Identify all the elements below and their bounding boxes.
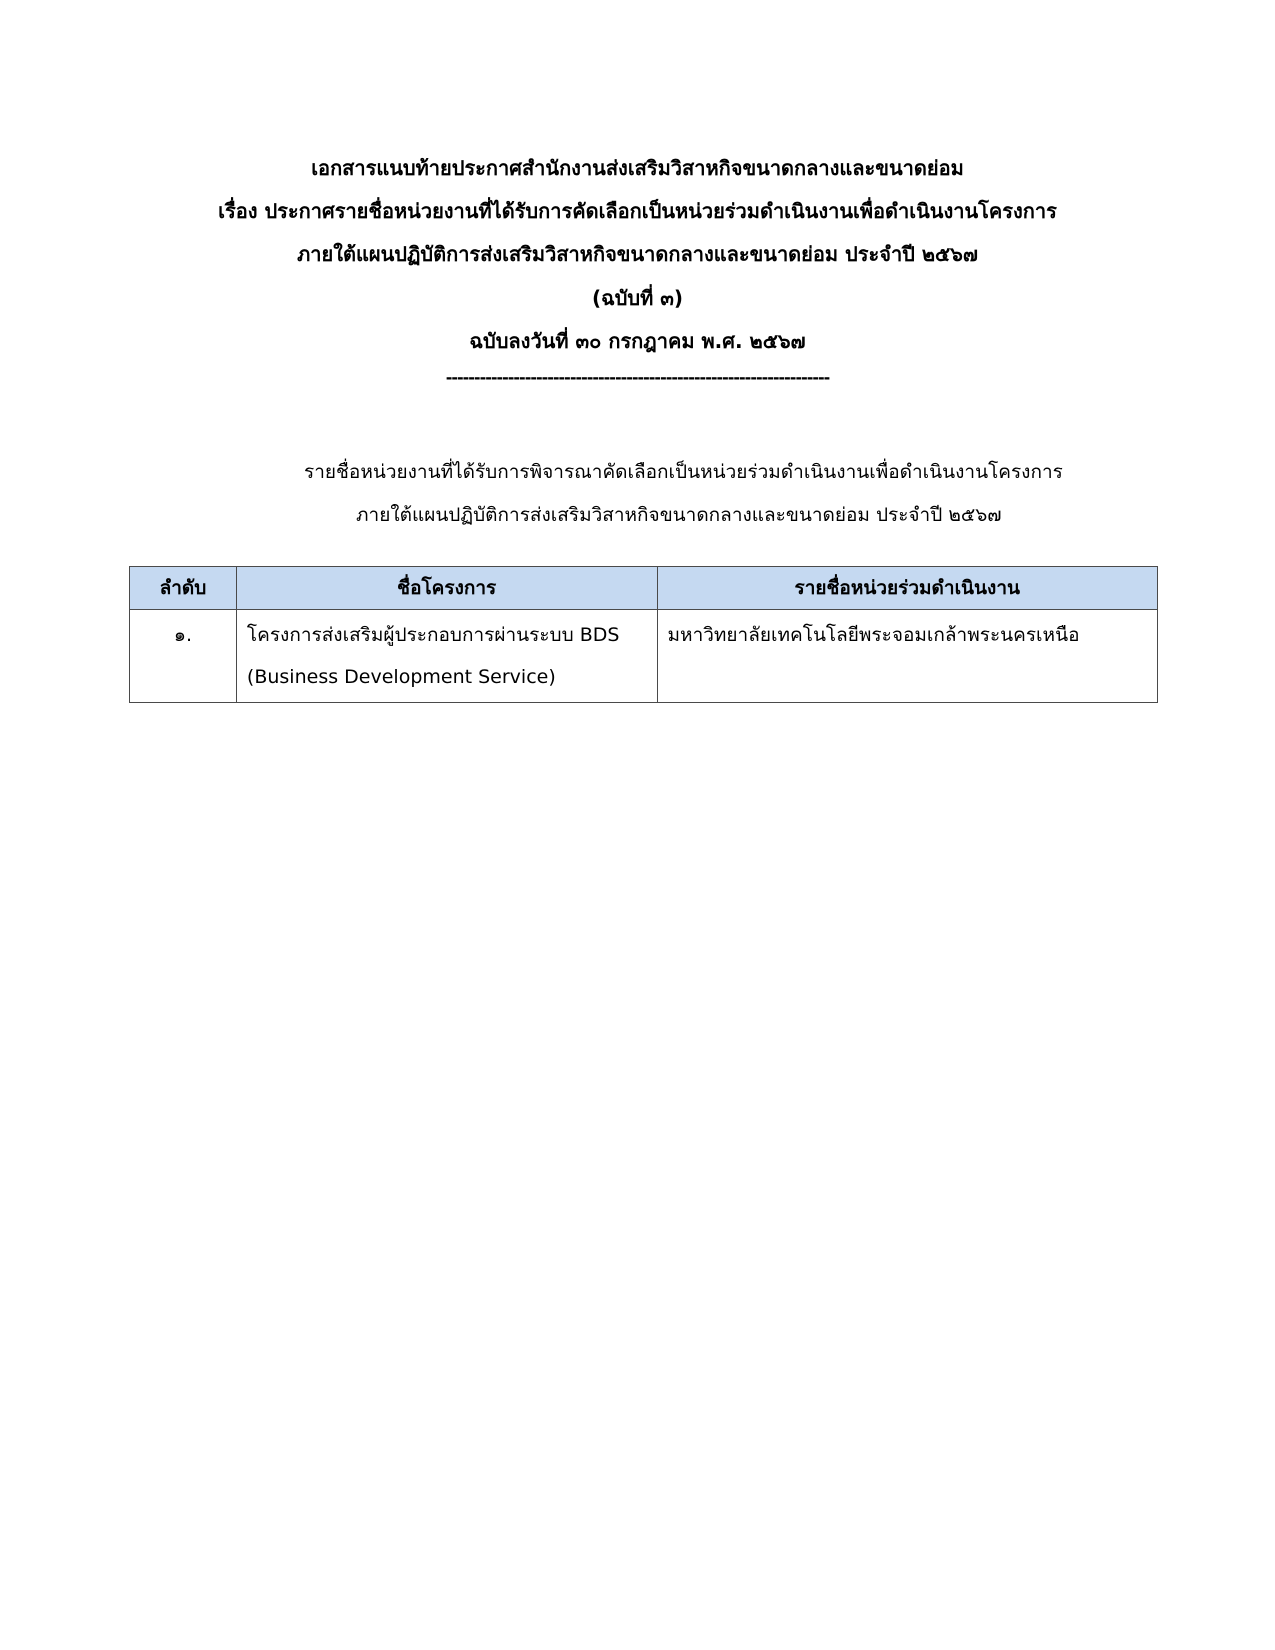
column-header-order: ลำดับ [130,567,237,610]
dashed-separator: -------------------------------------------------------------------- [445,368,830,387]
project-name-cell [236,610,657,703]
column-header-unit: รายชื่อหน่วยร่วมดำเนินงาน [657,567,1157,610]
document-edition: (ฉบับที่ ๓) [591,286,684,310]
column-header-project: ชื่อโครงการ [236,567,657,610]
row-number: ๑. [130,610,237,703]
intro-line-2: ภายใต้แผนปฏิบัติการส่งเสริมวิสาหกิจขนาดกลางและขนาดย่อม ประจำปี ๒๕๖๗ [356,504,1002,526]
project-name-line-2: (Business Development Service) [246,666,556,688]
document-date: ฉบับลงวันที่ ๓๐ กรกฎาคม พ.ศ. ๒๕๖๗ [469,329,806,353]
partner-unit-cell: มหาวิทยาลัยเทคโนโลยีพระจอมเกล้าพระนครเหนือ [657,610,1157,703]
table-row [130,610,1158,703]
project-name-line-1: โครงการส่งเสริมผู้ประกอบการผ่านระบบ BDS [246,624,620,646]
document-plan-line: ภายใต้แผนปฏิบัติการส่งเสริมวิสาหกิจขนาดกลางและขนาดย่อม ประจำปี ๒๕๖๗ [297,242,978,266]
table-header-row [130,567,1158,610]
intro-line-1: รายชื่อหน่วยงานที่ได้รับการพิจารณาคัดเลือกเป็นหน่วยร่วมดำเนินงานเพื่อดำเนินงานโครงการ [304,461,1063,483]
projects-table [129,566,1158,703]
document-subject: เรื่อง ประกาศรายชื่อหน่วยงานที่ได้รับการคัดเลือกเป็นหน่วยร่วมดำเนินงานเพื่อดำเนินงานโครงการ [218,199,1057,223]
document-title: เอกสารแนบท้ายประกาศสำนักงานส่งเสริมวิสาหกิจขนาดกลางและขนาดย่อม [311,156,964,180]
